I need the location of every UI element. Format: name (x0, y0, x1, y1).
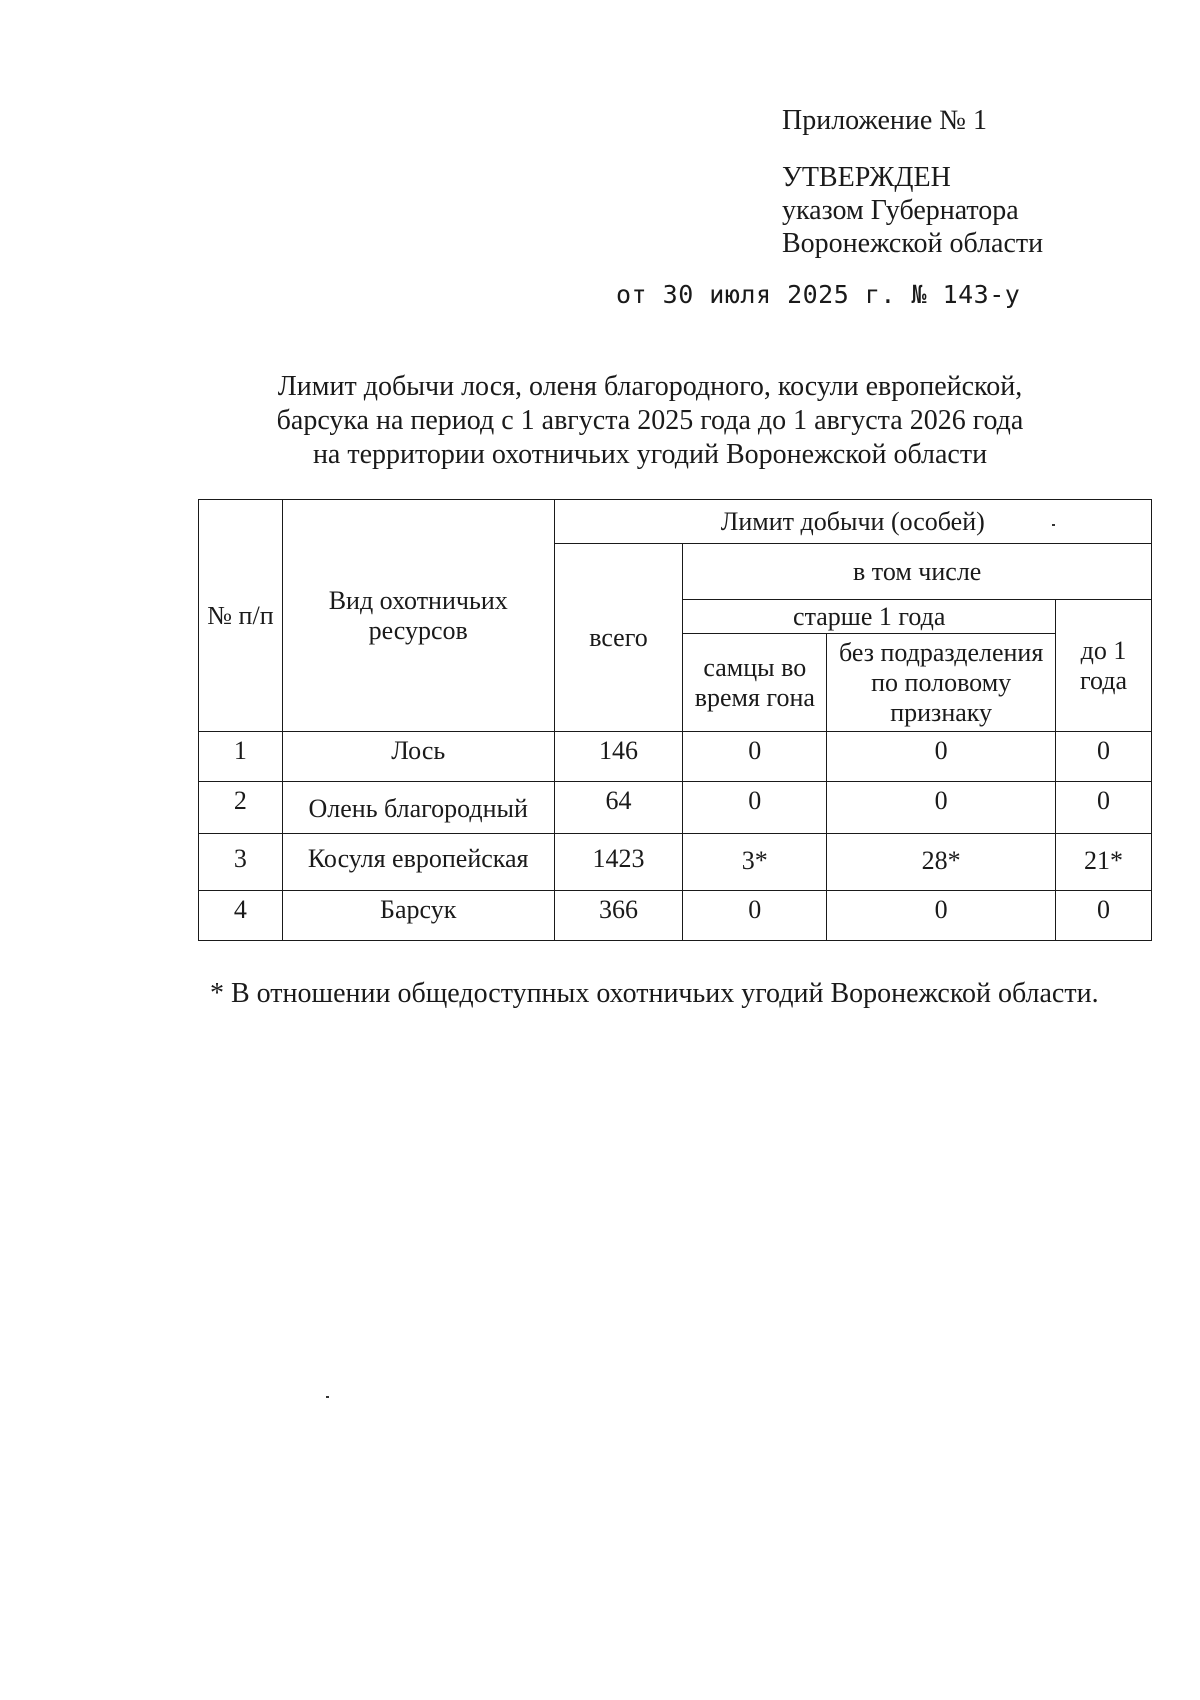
species-name: Барсук (282, 891, 554, 941)
males-value: 3* (683, 834, 827, 891)
nosex-value: 0 (827, 891, 1056, 941)
header-no-sex-division: без подразделения по половому признаку (827, 634, 1056, 732)
total-value: 64 (554, 782, 683, 834)
document-title (200, 370, 1100, 472)
species-name: Олень благородный (282, 782, 554, 834)
footnote: * В отношении общедоступных охотничьих угодий Воронежской области. (210, 978, 1099, 1009)
header-species: Вид охотничьих ресурсов (282, 500, 554, 732)
young-value: 21* (1056, 834, 1152, 891)
approved-by-line-2: Воронежской области (782, 228, 1044, 259)
young-value: 0 (1056, 732, 1152, 782)
approved-by-line-1: указом Губернатора (782, 195, 1019, 226)
header-older: старше 1 года (683, 600, 1056, 634)
approved-label: УТВЕРЖДЕН (782, 162, 951, 193)
total-value: 366 (554, 891, 683, 941)
hunting-limits-table (198, 499, 1152, 941)
row-number: 4 (199, 891, 283, 941)
table-row (199, 834, 1152, 891)
row-number: 2 (199, 782, 283, 834)
young-value: 0 (1056, 891, 1152, 941)
appendix-label: Приложение № 1 (782, 105, 987, 136)
total-value: 1423 (554, 834, 683, 891)
header-under-one: до 1 года (1056, 600, 1152, 732)
header-total: всего (554, 544, 683, 732)
header-including: в том числе (683, 544, 1152, 600)
nosex-value: 0 (827, 732, 1056, 782)
males-value: 0 (683, 891, 827, 941)
approval-block (782, 104, 1043, 260)
title-line-1: Лимит добычи лося, оленя благородного, косули европейской, (277, 371, 1023, 402)
header-males-rut: самцы во время гона (683, 634, 827, 732)
total-value: 146 (554, 732, 683, 782)
row-number: 1 (199, 732, 283, 782)
males-value: 0 (683, 782, 827, 834)
males-value: 0 (683, 732, 827, 782)
order-reference: от 30 июля 2025 г. № 143-у (616, 280, 1021, 309)
species-name: Лось (282, 732, 554, 782)
header-limit: Лимит добычи (особей) (554, 500, 1151, 544)
table-row (199, 732, 1152, 782)
row-number: 3 (199, 834, 283, 891)
nosex-value: 28* (827, 834, 1056, 891)
title-line-2: барсука на период с 1 августа 2025 года до 1 августа 2026 года (276, 405, 1024, 436)
table-row (199, 891, 1152, 941)
title-line-3: на территории охотничьих угодий Воронежской области (312, 439, 988, 470)
header-number: № п/п (199, 500, 283, 732)
nosex-value: 0 (827, 782, 1056, 834)
scan-speck (1052, 524, 1055, 526)
species-name: Косуля европейская (282, 834, 554, 891)
scan-speck (326, 1396, 329, 1398)
young-value: 0 (1056, 782, 1152, 834)
table-row (199, 782, 1152, 834)
